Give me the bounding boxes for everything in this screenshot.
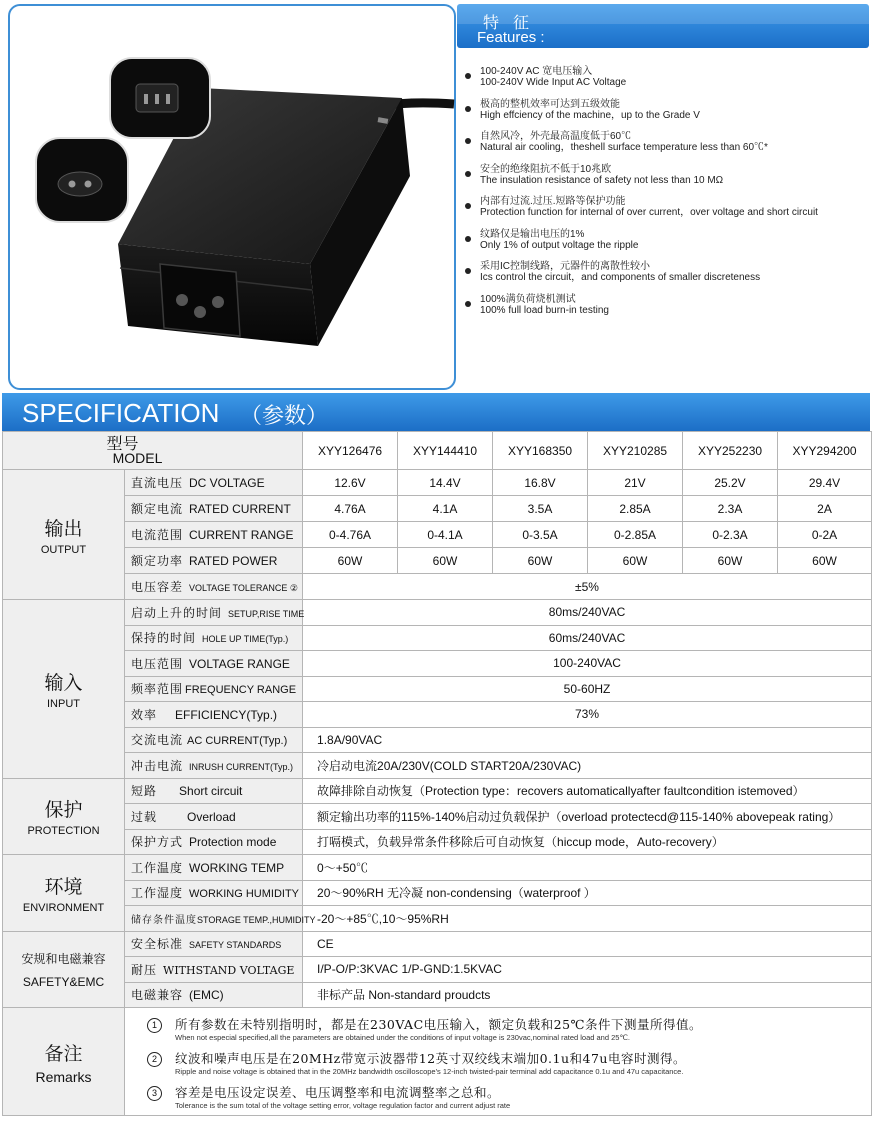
note-number: 1: [147, 1018, 162, 1033]
value-cell: 21V: [588, 470, 683, 496]
features-title-cn: 特征: [483, 13, 544, 32]
label-cn: 效率: [131, 707, 158, 722]
row-label: [125, 982, 303, 1008]
group-remarks: [3, 1008, 125, 1116]
feature-en: Ics control the circuit，and components of smaller discreteness: [480, 272, 761, 283]
label-cn: 冲击电流: [131, 758, 184, 773]
value-cell: 0-4.76A: [303, 522, 398, 548]
feature-item: [465, 229, 870, 262]
value-cell: 打嗝模式，负载异常条件移除后可自动恢复（hiccup mode，Auto-recovery）: [303, 829, 872, 855]
row-label: [125, 548, 303, 574]
table-row: [3, 548, 872, 574]
group-en: OUTPUT: [40, 543, 87, 556]
power-adapter-illustration: [10, 6, 454, 388]
bullet-icon: [465, 203, 471, 209]
label-cn: 电压范围: [131, 656, 184, 671]
model-cell: XYY144410: [398, 432, 493, 470]
table-row: [3, 982, 872, 1008]
label-en: Short circuit: [179, 784, 243, 799]
table-row: [3, 957, 872, 983]
remark-note: [125, 1012, 871, 1046]
row-label: [125, 470, 303, 496]
row-label: [125, 931, 303, 957]
value-cell: 4.76A: [303, 496, 398, 522]
feature-item: [465, 261, 870, 294]
label-en: VOLTAGE TOLERANCE ②: [189, 583, 298, 593]
feature-cn: 纹路仅是输出电压的1%: [480, 228, 585, 240]
model-cn: 型号: [106, 433, 139, 453]
value-cell: I/P-O/P:3KVAC 1/P-GND:1.5KVAC: [303, 957, 872, 983]
label-en: SETUP,RISE TIME: [228, 608, 305, 619]
label-en: Protection mode: [189, 835, 277, 850]
remarks-row: [3, 1008, 872, 1116]
bullet-icon: [465, 106, 471, 112]
label-cn: 过载: [131, 809, 158, 824]
bullet-icon: [465, 138, 471, 144]
label-cn: 额定功率: [131, 554, 184, 568]
value-cell: 0-2.3A: [683, 522, 778, 548]
value-cell: 3.5A: [493, 496, 588, 522]
row-label: [125, 778, 303, 804]
value-cell: 0-2.85A: [588, 522, 683, 548]
bullet-icon: [465, 268, 471, 274]
feature-en: Protection function for internal of over current，over voltage and short circuit: [480, 207, 818, 218]
value-cell: 29.4V: [778, 470, 872, 496]
value-cell: 60W: [683, 548, 778, 574]
table-row: [3, 651, 872, 677]
group-cn: 输出: [44, 517, 83, 540]
remarks-content: [125, 1008, 872, 1116]
label-en: RATED CURRENT: [189, 502, 291, 516]
table-row: [3, 625, 872, 651]
label-en: VOLTAGE RANGE: [189, 656, 290, 671]
value-cell: 60W: [303, 548, 398, 574]
value-cell: 2.3A: [683, 496, 778, 522]
row-label: [125, 651, 303, 677]
group-output: [3, 470, 125, 600]
table-row: [3, 676, 872, 702]
bullet-icon: [465, 236, 471, 242]
label-cn: 耐压: [131, 962, 158, 977]
row-label: [125, 906, 316, 932]
table-row: [3, 574, 872, 600]
feature-cn: 极高的整机效率可达到五级效能: [480, 98, 620, 110]
model-cell: XYY294200: [778, 432, 872, 470]
model-cell: XYY210285: [588, 432, 683, 470]
note-number: 2: [147, 1052, 162, 1067]
bullet-icon: [465, 301, 471, 307]
feature-en: 100% full load burn-in testing: [480, 304, 609, 316]
table-row: [3, 880, 872, 906]
value-cell: 0-3.5A: [493, 522, 588, 548]
value-cell: 25.2V: [683, 470, 778, 496]
remark-note: [125, 1046, 871, 1080]
value-cell: 0-4.1A: [398, 522, 493, 548]
group-en: SAFETY&EMC: [22, 974, 105, 989]
model-en: MODEL: [112, 449, 163, 466]
value-cell: 60W: [398, 548, 493, 574]
spec-title-en: SPECIFICATION: [22, 398, 220, 428]
label-en: WORKING TEMP: [189, 860, 285, 875]
value-cell: 2A: [778, 496, 872, 522]
row-label: [125, 727, 303, 753]
group-en: INPUT: [47, 697, 80, 710]
table-row: [3, 702, 872, 728]
label-en: SAFETY STANDARDS: [189, 940, 282, 951]
note-cn: 纹波和噪声电压是在20MHz带宽示波器带12英寸双绞线末端加0.1u和47u电容时测得。: [175, 1051, 686, 1066]
table-row: [3, 778, 872, 804]
label-cn: 频率范围: [131, 682, 184, 697]
label-cn: 启动上升的时间: [131, 605, 223, 620]
table-row: [3, 804, 872, 830]
value-cell: 20～90%RH 无冷凝 non-condensing（waterproof ）: [303, 880, 872, 906]
feature-cn: 100%满负荷烧机测试: [480, 293, 576, 305]
specification-header: [2, 393, 870, 431]
group-en: PROTECTION: [27, 825, 100, 838]
row-label: [125, 522, 303, 548]
value-cell: -20～+85℃,10～95%RH: [303, 906, 872, 932]
note-number: 3: [147, 1086, 162, 1101]
label-en: (EMC): [189, 988, 224, 1003]
label-en: WORKING HUMIDITY: [189, 888, 300, 901]
feature-item: [465, 66, 870, 99]
value-cell: 额定输出功率的115%-140%启动过负载保护（overload protectecd@115-140% abovepeak rating）: [303, 804, 872, 830]
value-cell: 100-240VAC: [303, 651, 872, 677]
model-row: [3, 432, 872, 470]
label-en: INRUSH CURRENT(Typ.): [189, 761, 294, 772]
row-label: [125, 574, 303, 600]
table-row: [3, 470, 872, 496]
feature-en: Only 1% of output voltage the ripple: [480, 239, 639, 251]
note-en: Tolerance is the sum total of the voltage setting error, voltage regulation factor and current adjust rate: [175, 1101, 511, 1110]
group-cn: 安规和电磁兼容: [21, 951, 106, 966]
label-cn: 工作湿度: [131, 886, 184, 901]
feature-cn: 采用IC控制线路，元器件的离散性较小: [480, 261, 650, 272]
table-row: [3, 496, 872, 522]
label-cn: 保护方式: [131, 835, 184, 850]
note-en: When not especial specified,all the parameters are obtained under the conditions of input voltage is 230vac,nominal rated load and 25℃.: [175, 1033, 630, 1042]
group-cn: 环境: [44, 875, 83, 898]
feature-cn: 安全的绝缘阻抗不低于10兆欧: [480, 163, 612, 175]
label-cn: 交流电流: [131, 733, 184, 748]
model-header: [3, 432, 303, 470]
value-cell: 60W: [778, 548, 872, 574]
value-cell: 4.1A: [398, 496, 493, 522]
group-environment: [3, 855, 125, 932]
feature-en: 100-240V Wide Input AC Voltage: [480, 77, 627, 88]
row-label: [125, 676, 303, 702]
group-cn: 备注: [44, 1042, 83, 1065]
value-cell: 14.4V: [398, 470, 493, 496]
row-label: [125, 829, 303, 855]
features-title-en: Features :: [477, 29, 545, 46]
note-cn: 所有参数在未特别指明时，都是在230VAC电压输入，额定负载和25℃条件下测量所得值。: [175, 1017, 703, 1032]
label-cn: 储存条件温度: [131, 914, 197, 926]
spec-title-cn: （参数）: [240, 404, 329, 429]
table-row: [3, 727, 872, 753]
group-en: Remarks: [35, 1068, 92, 1085]
feature-cn: 100-240V AC 宽电压输入: [480, 66, 593, 77]
table-row: [3, 522, 872, 548]
row-label: [125, 804, 303, 830]
value-cell: 冷启动电流20A/230V(COLD START20A/230VAC): [303, 753, 872, 779]
label-en: AC CURRENT(Typ.): [187, 735, 288, 748]
table-row: [3, 600, 872, 626]
value-cell: 16.8V: [493, 470, 588, 496]
group-safety: [3, 931, 125, 1008]
label-cn: 电磁兼容: [131, 988, 184, 1003]
spec-table: [2, 431, 872, 1116]
feature-cn: 内部有过流.过压.短路等保护功能: [480, 196, 626, 207]
feature-en: High effciency of the machine，up to the Grade V: [480, 109, 700, 121]
label-en: Overload: [187, 809, 236, 824]
label-en: EFFICIENCY(Typ.): [175, 707, 278, 722]
value-cell: 80ms/240VAC: [303, 600, 872, 626]
label-cn: 保持的时间: [131, 631, 197, 646]
row-label: [125, 957, 303, 983]
note-en: Ripple and noise voltage is obtained that in the 20MHz bandwidth oscilloscope's 12-inch twisted-pair terminal add capacitance 0.1u and 47u capacitance.: [175, 1067, 684, 1076]
feature-item: [465, 164, 870, 197]
value-cell: 73%: [303, 702, 872, 728]
row-label: [125, 625, 303, 651]
features-list: [465, 66, 870, 326]
group-cn: 输入: [44, 671, 83, 694]
value-cell: 60W: [493, 548, 588, 574]
value-cell: CE: [303, 931, 872, 957]
tolerance-value: ±5%: [303, 574, 872, 600]
row-label: [125, 855, 303, 881]
group-protection: [3, 778, 125, 855]
label-cn: 安全标准: [131, 937, 184, 952]
feature-item: [465, 99, 870, 132]
model-cell: XYY168350: [493, 432, 588, 470]
row-label: [125, 600, 303, 626]
label-cn: 工作温度: [131, 860, 184, 875]
feature-item: [465, 294, 870, 327]
row-label: [125, 753, 303, 779]
group-input: [3, 600, 125, 779]
value-cell: 60ms/240VAC: [303, 625, 872, 651]
row-label: [125, 496, 303, 522]
feature-cn: 自然风冷，外壳最高温度低于60℃: [480, 131, 632, 142]
label-en: WITHSTAND VOLTAGE: [163, 963, 295, 977]
label-en: DC VOLTAGE: [189, 476, 265, 490]
label-en: FREQUENCY RANGE: [185, 684, 297, 697]
table-row: [3, 931, 872, 957]
label-cn: 直流电压: [131, 476, 184, 490]
model-cell: XYY252230: [683, 432, 778, 470]
value-cell: 故障排除自动恢复（Protection type：recovers automaticallyafter faultcondition istemoved）: [303, 778, 872, 804]
label-en: HOLE UP TIME(Typ.): [202, 634, 289, 645]
value-cell: 非标产品 Non-standard proudcts: [303, 982, 872, 1008]
value-cell: 60W: [588, 548, 683, 574]
bullet-icon: [465, 171, 471, 177]
value-cell: 12.6V: [303, 470, 398, 496]
label-cn: 短路: [131, 784, 158, 799]
row-label: [125, 880, 303, 906]
model-cell: XYY126476: [303, 432, 398, 470]
value-cell: 0-2A: [778, 522, 872, 548]
label-cn: 电压容差: [131, 580, 184, 594]
features-header: [457, 4, 869, 48]
table-row: [3, 829, 872, 855]
feature-en: Natural air cooling，theshell surface temperature less than 60℃*: [480, 142, 768, 153]
label-cn: 额定电流: [131, 502, 184, 516]
value-cell: 1.8A/90VAC: [303, 727, 872, 753]
label-en: CURRENT RANGE: [189, 528, 294, 542]
feature-item: [465, 131, 870, 164]
value-cell: 50-60HZ: [303, 676, 872, 702]
table-row: [3, 855, 872, 881]
value-cell: 2.85A: [588, 496, 683, 522]
bullet-icon: [465, 73, 471, 79]
label-en: RATED POWER: [189, 554, 278, 568]
label-cn: 电流范围: [131, 528, 184, 542]
note-cn: 容差是电压设定误差、电压调整率和电流调整率之总和。: [175, 1085, 501, 1100]
product-photo: [8, 4, 456, 390]
feature-en: The insulation resistance of safety not less than 10 MΩ: [480, 174, 724, 186]
feature-item: [465, 196, 870, 229]
group-cn: 保护: [44, 799, 83, 822]
table-row: [3, 906, 872, 932]
group-en: ENVIRONMENT: [22, 901, 105, 914]
value-cell: 0～+50℃: [303, 855, 872, 881]
table-row: [3, 753, 872, 779]
label-en: STORAGE TEMP.,HUMIDITY: [197, 914, 316, 925]
row-label: [125, 702, 303, 728]
remark-note: [125, 1080, 871, 1114]
